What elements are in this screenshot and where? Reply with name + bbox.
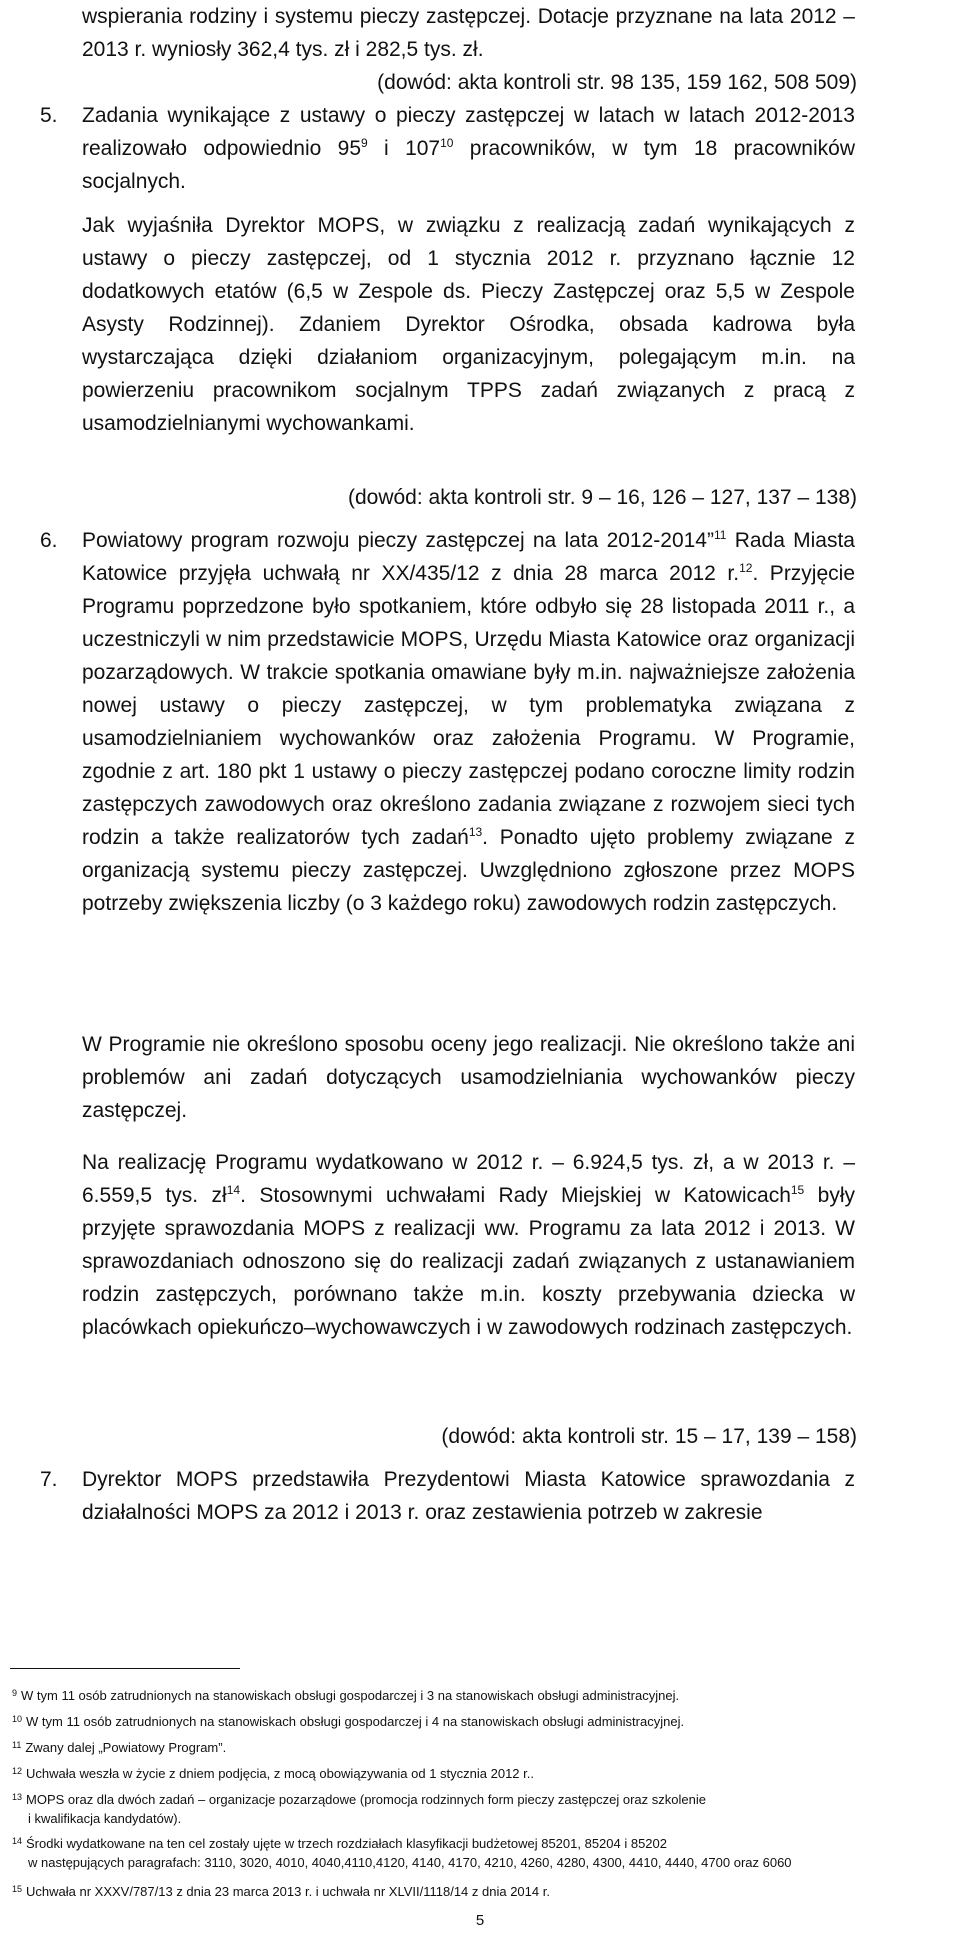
footnote-ref[interactable]: 13 xyxy=(468,825,483,839)
footnote-ref[interactable]: 9 xyxy=(361,136,368,150)
footnote-text: Uchwała nr XXXV/787/13 z dnia 23 marca 2013 r. i uchwała nr XLVII/1118/14 z dnia 2014 r. xyxy=(26,1884,550,1899)
paragraph-no-evaluation: W Programie nie określono sposobu oceny jego realizacji. Nie określono także ani problemów ani zadań dotyczących usamodzielniania wychowanków pieczy zastępczej. xyxy=(82,1033,855,1122)
footnote-15 xyxy=(12,1880,912,1901)
footnote-number: 14 xyxy=(12,1836,23,1846)
footnote-12 xyxy=(12,1762,912,1783)
footnote-9 xyxy=(12,1684,912,1705)
evidence-citation: (dowód: akta kontroli str. 98 135, 159 162, 508 509) xyxy=(377,71,857,94)
footnote-text: Zwany dalej „Powiatowy Program”. xyxy=(25,1740,227,1755)
item-number: 7. xyxy=(40,1468,58,1491)
footnote-number: 13 xyxy=(12,1792,23,1802)
footnote-ref[interactable]: 10 xyxy=(440,136,454,150)
footnote-ref[interactable]: 12 xyxy=(739,561,753,575)
paragraph-explanation: Jak wyjaśniła Dyrektor MOPS, w związku z realizacją zadań wynikających z ustawy o pieczy zastępczej, od 1 stycznia 2012 r. przyznano łącznie 12 dodatkowych etatów (6,5 w Zespole ds. Pieczy Zastępczej oraz 5,5 w Zespole Asysty Rodzinnej). Zdaniem Dyrektor Ośrodka, obsada kadrowa była wystarczająca dzięki działaniom organizacyjnym, polegającym m.in. na powierzeniu pracownikom socjalnym TPPS zadań związanych z pracą z usamodzielnianymi wychowankami. xyxy=(82,214,855,435)
footnote-ref[interactable]: 15 xyxy=(790,1183,805,1197)
footnote-11 xyxy=(12,1736,912,1757)
footnote-number: 11 xyxy=(12,1740,22,1750)
footnote-14 xyxy=(12,1832,912,1872)
item-number: 5. xyxy=(40,104,58,127)
footnote-text: Środki wydatkowane na ten cel zostały ujęte w trzech rozdziałach klasyfikacji budżetowej 85201, 85204 i 85202 xyxy=(26,1836,667,1851)
footnote-ref[interactable]: 14 xyxy=(226,1183,241,1197)
footnote-13 xyxy=(12,1788,912,1828)
paragraph-item-7: Dyrektor MOPS przedstawiła Prezydentowi Miasta Katowice sprawozdania z działalności MOPS za 2012 i 2013 r. oraz zestawienia potrzeb w zakresie xyxy=(82,1468,855,1524)
footnote-text: MOPS oraz dla dwóch zadań – organizacje pozarządowe (promocja rodzinnych form pieczy zastępczej oraz szkolenie xyxy=(26,1792,706,1807)
footnote-ref[interactable]: 11 xyxy=(713,528,727,542)
footnote-number: 9 xyxy=(12,1688,18,1698)
footnote-text: Uchwała weszła w życie z dniem podjęcia, z mocą obowiązywania od 1 stycznia 2012 r.. xyxy=(26,1766,534,1781)
paragraph-expenditures: Na realizację Programu wydatkowano w 2012 r. – 6.924,5 tys. zł, a w 2013 r. – 6.559,5 tys. $zł^{14}$. Stosownymi uchwałami Rady Miejskiej w Katowicach$^{15}$ były przyjęte sprawozdania MOPS z realizacji ww. Programu za lata 2012 i 2013. W sprawozdaniach odnoszono się do realizacji zadań związanych z ustanawianiem rodzin zastępczych, porównano także m.in. koszty przebywania dziecka w placówkach opiekuńczo–wychowawczych i w zawodowych rodzinach zastępczych. xyxy=(82,1151,855,1339)
paragraph-intro: wspierania rodziny i systemu pieczy zastępczej. Dotacje przyznane na lata 2012 – 2013 r. wyniosły 362,4 tys. zł i 282,5 tys. zł. xyxy=(82,5,855,61)
footnote-10 xyxy=(12,1710,912,1731)
footnote-continuation: w następujących paragrafach: 3110, 3020, 4010, 4040,4110,4120, 4140, 4170, 4210, 4260, 4280, 4300, 4410, 4440, 4700 oraz 6060 xyxy=(28,1855,792,1870)
page-number: 5 xyxy=(475,1912,485,1929)
paragraph-item-5: Zadania wynikające z ustawy o pieczy zastępczej w latach w latach 2012-2013 realizowało odpowiednio $95^9$ i $107^{10}$ pracowników, w tym 18 pracowników socjalnych. xyxy=(82,104,855,193)
footnote-continuation: i kwalifikacja kandydatów). xyxy=(28,1811,182,1826)
footnote-text: W tym 11 osób zatrudnionych na stanowiskach obsługi gospodarczej i 4 na stanowiskach obsługi administracyjnej. xyxy=(26,1714,685,1729)
footnote-number: 10 xyxy=(12,1714,23,1724)
footnote-divider xyxy=(10,1668,240,1669)
evidence-citation: (dowód: akta kontroli str. 15 – 17, 139 – 158) xyxy=(441,1425,857,1448)
footnote-text: W tym 11 osób zatrudnionych na stanowiskach obsługi gospodarczej i 3 na stanowiskach obsługi administracyjnej. xyxy=(21,1688,680,1703)
item-number: 6. xyxy=(40,529,58,552)
paragraph-item-6: Powiatowy program rozwoju pieczy zastępczej na lata 2012-2014”$^{11}$ Rada Miasta Katowice przyjęła uchwałą nr XX/435/12 z dnia 28 marca 2012 r.$^{12}$. Przyjęcie Programu poprzedzone było spotkaniem, które odbyło się 28 listopada 2011 r., a uczestniczyli w nim przedstawicie MOPS, Urzędu Miasta Katowice oraz organizacji pozarządowych. W trakcie spotkania omawiane były m.in. najważniejsze założenia nowej ustawy o pieczy zastępczej, w tym problematyka związana z usamodzielnianiem wychowanków oraz założenia Programu. W Programie, zgodnie z art. 180 pkt 1 ustawy o pieczy zastępczej podano coroczne limity rodzin zastępczych zawodowych oraz określono zadania związane z rozwojem sieci tych rodzin a także realizatorów tych zadań$^{13}$. Ponadto ujęto problemy związane z organizacją systemu pieczy zastępczej. Uwzględniono zgłoszone przez MOPS potrzeby zwiększenia liczby (o 3 każdego roku) zawodowych rodzin zastępczych. xyxy=(82,528,856,915)
footnote-number: 12 xyxy=(12,1766,23,1776)
footnote-number: 15 xyxy=(12,1884,23,1894)
evidence-citation: (dowód: akta kontroli str. 9 – 16, 126 – 127, 137 – 138) xyxy=(347,486,857,509)
